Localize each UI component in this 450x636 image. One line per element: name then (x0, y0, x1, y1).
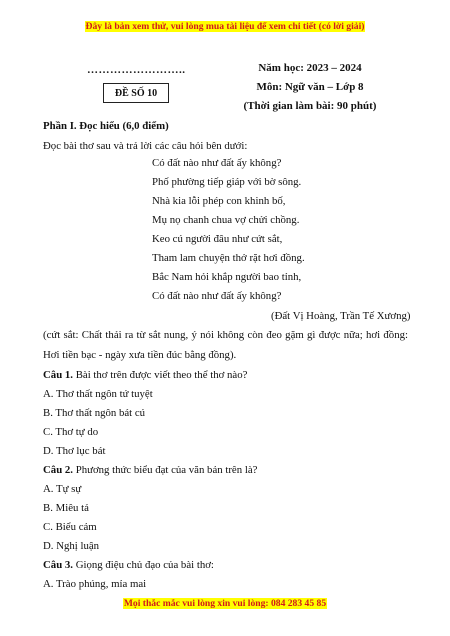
poem-line: Phố phường tiếp giáp với bờ sông. (152, 176, 302, 188)
poem-line: Nhà kia lỗi phép con khinh bố, (152, 195, 286, 207)
duration: (Thời gian làm bài: 90 phút) (243, 100, 377, 112)
poem-line: Bắc Nam hỏi khắp người bao tỉnh, (152, 271, 302, 283)
question-text: Bài thơ trên được viết theo thể thơ nào? (73, 369, 248, 381)
section-instruction: Đọc bài thơ sau và trả lời các câu hỏi bên dưới: (43, 140, 248, 152)
poem-line: Tham lam chuyện thở rặt hơi đồng. (152, 252, 305, 264)
question-label: Câu 1. (43, 369, 73, 381)
question-text: Giọng điệu chủ đạo của bài thơ: (73, 559, 214, 571)
answer-option: A. Trào phúng, mỉa mai (43, 578, 147, 590)
school-name-placeholder: …………………….. (87, 64, 186, 76)
poem-line: Keo cú người đâu như cứt sắt, (152, 233, 283, 245)
answer-option: B. Thơ thất ngôn bát cú (43, 407, 146, 419)
answer-option: A. Tự sự (43, 483, 82, 495)
question-3 (43, 559, 214, 571)
answer-option: D. Thơ lục bát (43, 445, 106, 457)
school-year: Năm học: 2023 – 2024 (258, 62, 362, 74)
answer-option: C. Thơ tự do (43, 426, 99, 438)
subject: Môn: Ngữ văn – Lớp 8 (256, 81, 364, 93)
answer-option: D. Nghị luận (43, 540, 100, 552)
question-2 (43, 464, 257, 476)
poem-footnote: (cứt sắt: Chất thải ra từ sắt nung, ý nói không còn đeo gặm gì được nữa; hơi đồng: Hơi tiền bạc - ngày xưa tiền đúc bằng đồng). (43, 329, 408, 361)
poem-line: Mụ nọ chanh chua vợ chửi chồng. (152, 214, 300, 226)
question-text: Phương thức biểu đạt của văn bản trên là? (73, 464, 258, 476)
preview-banner-text: Đây là bản xem thử, vui lòng mua tài liệu để xem chi tiết (có lời giải) (85, 21, 365, 32)
answer-option: A. Thơ thất ngôn tứ tuyệt (43, 388, 153, 400)
poem-line: Có đất nào như đất ấy không? (152, 157, 282, 169)
question-1 (43, 369, 247, 381)
poem-line: Có đất nào như đất ấy không? (152, 290, 282, 302)
answer-option: C. Biểu cảm (43, 521, 97, 533)
exam-code-box: ĐỀ SỐ 10 (103, 83, 169, 103)
section-title: Phần I. Đọc hiểu (6,0 điểm) (43, 120, 169, 132)
answer-option: B. Miêu tả (43, 502, 89, 514)
contact-footer-text: Mọi thắc mắc vui lòng xin vui lòng: 084 283 45 85 (123, 598, 327, 609)
question-label: Câu 2. (43, 464, 73, 476)
question-label: Câu 3. (43, 559, 73, 571)
poem-author: (Đất Vị Hoàng, Trần Tế Xương) (271, 310, 411, 322)
contact-footer (0, 598, 450, 609)
preview-banner (0, 21, 450, 32)
